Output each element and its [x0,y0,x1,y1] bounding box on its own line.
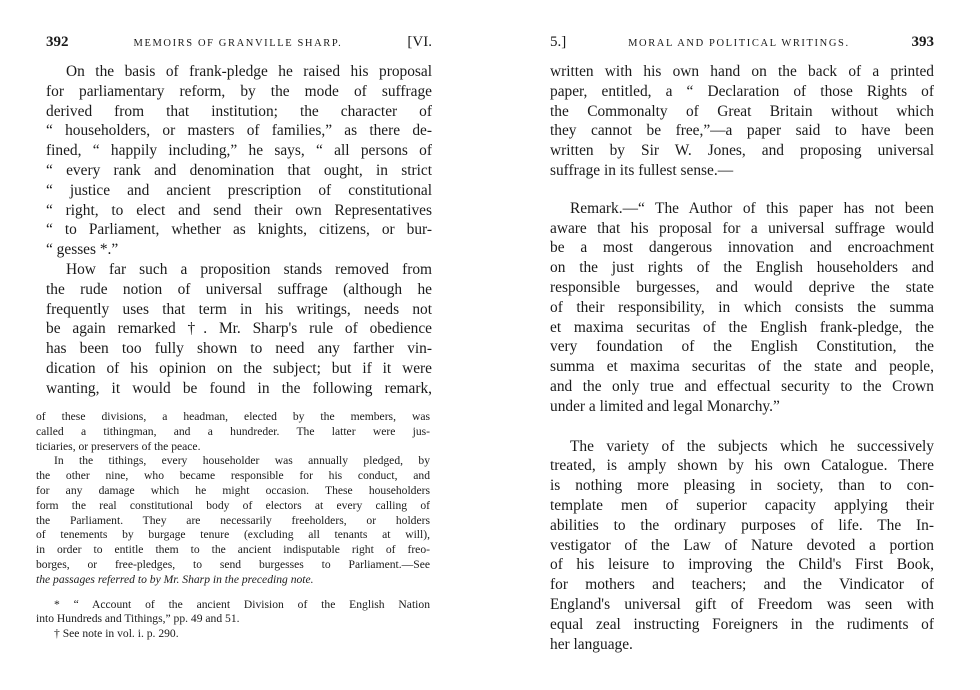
footnote-line: of these divisions, a headman, elected by the members, was [36,410,430,423]
text-line: for mothers and teachers; and the Vindicator of [550,576,934,594]
footnote-line: form the real constitutional body of electors at every calling of [36,498,430,512]
remark-line: on the just rights of the English householders and [550,259,934,277]
text-line: derived from that institution; the character of [46,102,432,120]
right-page [490,0,980,690]
left-footnotes [36,410,430,642]
text-line: suffrage in its fullest sense.— [550,161,734,179]
text-line: template men of superior capacity applying their [550,496,934,514]
text-line: her language. [550,635,633,653]
remark-line: responsible burgesses, and would deprive the state [550,278,934,296]
page-number-left: 392 [46,34,69,50]
footnote-line: the passages referred to by Mr. Sharp in the preceding note. [36,572,314,586]
text-line: England's universal gift of Freedom was seen with [550,595,934,613]
footnote-line: ticiaries, or preservers of the peace. [36,439,201,453]
text-line: On the basis of frank-pledge he raised his proposal [66,63,432,80]
remark-line: under a limited and legal Monarchy.” [550,397,780,415]
text-line: The variety of the subjects which he successively [570,437,934,455]
text-line: “ justice and ancient prescription of constitutional [46,181,432,199]
text-line: the rude notion of universal suffrage (although he [46,280,432,298]
remark-line: be a most dangerous innovation and encroachment [550,239,934,257]
footnote-dagger: † See note in vol. i. p. 290. [54,627,179,641]
remark-line: et maxima securitas of the English frank-pledge, the [550,318,934,336]
text-line: has been too fully shown to need any farther vin- [46,340,432,358]
right-body-text [550,62,934,654]
running-title-right: MORAL AND POLITICAL WRITINGS. [628,38,850,49]
text-line: “ householders, or masters of families,” as there de- [46,122,432,140]
remark-line: summa et maxima securitas of the state and people, [550,358,934,376]
text-line: abilities to the ordinary purposes of life. The In- [550,516,934,534]
text-line: paper, entitled, a “ Declaration of those Rights of [550,82,934,100]
left-body-text [46,62,432,399]
text-line: “ every rank and denomination that ought, in strict [46,161,432,179]
text-line: for parliamentary reform, by the mode of suffrage [46,82,432,100]
text-line: treated, is amply shown by his own Catalogue. There [550,457,934,475]
remark-line: and the only true and effectual security to the Crown [550,377,934,395]
text-line: the Commonalty of Great Britain without which [550,102,934,120]
left-running-head [46,34,432,56]
text-line: wanting, it would be found in the following remark, [46,379,432,397]
page-number-right: 393 [911,34,934,50]
text-line: written with his own hand on the back of a printed [550,63,934,80]
remark-line: Remark.—“ The Author of this paper has not been [570,199,934,217]
text-line: of his leisure to improving the Child's First Book, [550,556,934,574]
footnote-star: * “ Account of the ancient Division of the English Nation [54,597,430,611]
text-line: “ right, to elect and send their own Representatives [46,201,432,219]
text-line: fined, “ happily including,” he says, “ all persons of [46,142,432,160]
text-line: “ to Parliament, whether as knights, citizens, or bur- [46,221,432,239]
section-marker-right: 5.] [550,34,567,50]
section-marker-left: [VI. [407,34,432,50]
text-line: dication of his opinion on the subject; but if it were [46,359,432,377]
remark-line: very foundation of the English Constitution, the [550,338,934,356]
text-line: is nothing more pleasing in society, than to con- [550,477,934,495]
text-line: frequently uses that term in his writings, needs not [46,300,432,318]
footnote-star: into Hundreds and Tithings,” pp. 49 and 51. [36,612,240,626]
text-line: be again remarked †. Mr. Sharp's rule of obedience [46,320,432,338]
footnote-line: borges, or free-pledges, to send burgesses to Parliament.—See [36,557,430,571]
remark-line: aware that his proposal for a universal suffrage would [550,219,934,237]
text-line: “ gesses *.” [46,241,119,259]
text-line: they cannot be free,”—a paper said to have been [550,122,934,140]
footnote-line: of tenements by burgage tenure (excluding all tenants at will), [36,528,430,542]
running-title-left: MEMOIRS OF GRANVILLE SHARP. [133,38,343,49]
remark-line: of their responsibility, in which consists the summa [550,298,934,316]
text-line: written by Sir W. Jones, and proposing universal [550,142,934,160]
footnote-line: in order to entitle them to the ancient indisputable right of freo- [36,543,430,557]
footnote-line: the Parliament. They are necessarily freeholders, or holders [36,513,430,527]
text-line: equal zeal instructing Foreigners in the rudiments of [550,615,934,633]
footnote-line: called a tithingman, and a hundreder. The latter were jus- [36,424,430,438]
footnote-line: In the tithings, every householder was annually pledged, by [54,454,430,468]
text-line: How far such a proposition stands removed from [66,260,432,278]
text-line: vestigator of the Law of Nature devoted a portion [550,536,934,554]
footnote-line: for any damage which he might occasion. These householders [36,483,430,497]
right-running-head [550,34,934,56]
footnote-line: the other nine, who became responsible for his conduct, and [36,469,430,483]
